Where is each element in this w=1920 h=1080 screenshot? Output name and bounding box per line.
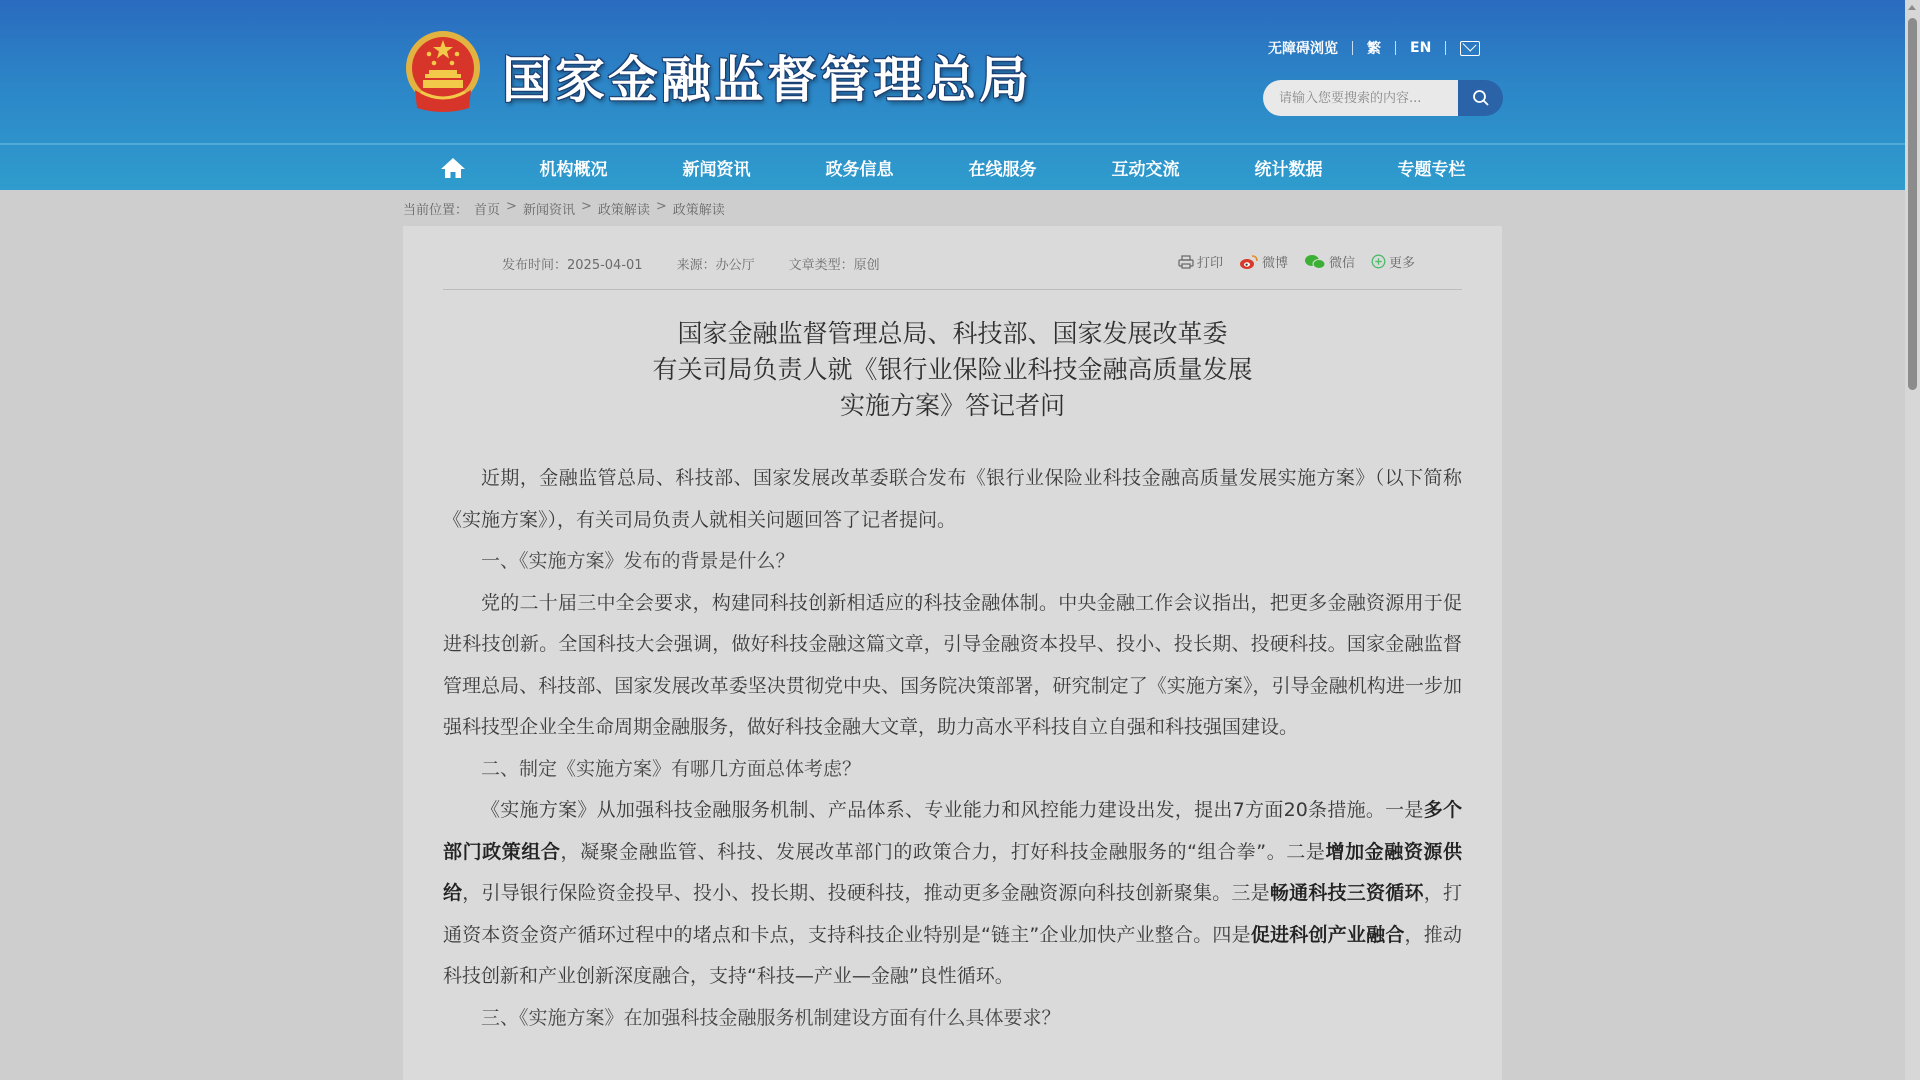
answer-1: 党的二十届三中全会要求，构建同科技创新相适应的科技金融体制。中央金融工作会议指出，把更多金融资源用于促进科技创新。全国科技大会强调，做好科技金融这篇文章，引导金融资本投早、投小、投长期、投硬科技。国家金融监督管理总局、科技部、国家发展改革委坚决贯彻党中央、国务院决策部署，研究制定了《实施方案》，引导金融机构进一步加强科技型企业全生命周期金融服务，做好科技金融大文章，助力高水平科技自立自强和科技强国建设。 (443, 591, 1462, 738)
home-icon (440, 157, 466, 179)
english-link[interactable]: EN (1410, 40, 1432, 56)
divider (1445, 41, 1446, 55)
breadcrumb-policy-interpretation[interactable]: 政策解读 (597, 203, 650, 218)
printer-icon (1178, 255, 1194, 269)
nav-item-online-services[interactable]: 在线服务 (968, 160, 1037, 180)
title-line: 有关司局负责人就《银行业保险业科技金融高质量发展 (652, 355, 1253, 384)
envelope-icon[interactable] (1460, 41, 1480, 56)
text-segment: ，引导银行保险资金投早、投小、投长期、投硬科技，推动更多金融资源向科技创新聚集。三是 (462, 882, 1270, 904)
nav-item-statistics[interactable]: 统计数据 (1254, 160, 1323, 180)
weibo-share-button[interactable] (1239, 252, 1288, 271)
bold-highlight: 促进科创产业融合 (1250, 923, 1405, 946)
search-input[interactable] (1263, 80, 1458, 116)
plus-circle-icon (1371, 254, 1386, 269)
title-line: 国家金融监督管理总局、科技部、国家发展改革委 (677, 319, 1228, 348)
main-nav (403, 145, 1503, 190)
meta-divider (443, 289, 1462, 290)
share-bar (1178, 252, 1415, 271)
weibo-label: 微博 (1262, 256, 1289, 271)
nav-item-special-topics[interactable]: 专题专栏 (1397, 160, 1466, 180)
nav-item-interaction[interactable]: 互动交流 (1111, 160, 1180, 180)
breadcrumb-current[interactable]: 政策解读 (672, 203, 725, 218)
question-1: 一、《实施方案》发布的背景是什么？ (481, 550, 795, 572)
breadcrumb-home[interactable]: 首页 (474, 203, 501, 218)
bold-highlight: 畅通科技三资循环 (1269, 882, 1424, 904)
article-title (403, 316, 1502, 424)
search-bar (1263, 80, 1503, 116)
traditional-chinese-link[interactable]: 繁 (1367, 41, 1381, 57)
text-segment: ，凝聚金融监管、科技、发展改革部门的政策合力，打好科技金融服务的“组合拳”。二是 (560, 840, 1326, 863)
wechat-label: 微信 (1329, 256, 1356, 271)
nav-item-news[interactable]: 新闻资讯 (682, 160, 751, 180)
bold-highlight: 增加金融资源供给 (443, 840, 1462, 904)
weibo-icon (1239, 254, 1259, 270)
article-type: 文章类型：原创 (788, 258, 880, 273)
breadcrumb-label: 当前位置： (403, 203, 469, 218)
text-segment: ，推动科技创新和产业创新深度融合，支持“科技—产业—金融”良性循环。 (443, 923, 1462, 987)
breadcrumb-separator: > (506, 199, 517, 214)
search-icon (1472, 89, 1490, 107)
scroll-up-arrow-icon[interactable] (1908, 5, 1916, 10)
article-body (443, 458, 1462, 1039)
vertical-scrollbar[interactable] (1905, 0, 1920, 1080)
wechat-icon (1304, 254, 1326, 270)
scrollbar-thumb[interactable] (1908, 18, 1917, 390)
answer-2 (443, 790, 1462, 998)
breadcrumb-news[interactable]: 新闻资讯 (522, 203, 575, 218)
article-card (403, 226, 1502, 1080)
breadcrumb-separator: > (655, 199, 667, 214)
more-label: 更多 (1389, 256, 1416, 271)
bold-highlight: 多个部门政策组合 (443, 799, 1462, 863)
print-label: 打印 (1197, 256, 1224, 271)
question-2: 二、制定《实施方案》有哪几方面总体考虑？ (481, 757, 862, 780)
divider (1352, 41, 1353, 55)
divider (1395, 41, 1396, 55)
accessibility-link[interactable]: 无障碍浏览 (1268, 41, 1338, 57)
site-title[interactable]: 国家金融监督管理总局 (502, 51, 1032, 109)
top-links (1268, 37, 1480, 59)
article-source: 来源：办公厅 (676, 258, 755, 273)
more-share-button[interactable] (1371, 252, 1415, 271)
breadcrumb-separator: > (580, 199, 592, 214)
site-header (0, 0, 1905, 190)
publish-time: 发布时间：2025-04-01 (502, 258, 643, 273)
print-button[interactable] (1178, 252, 1223, 271)
national-emblem-icon[interactable] (403, 28, 483, 116)
article-meta (502, 254, 880, 273)
nav-home[interactable] (403, 145, 502, 190)
paragraph-intro: 近期，金融监管总局、科技部、国家发展改革委联合发布《银行业保险业科技金融高质量发展实施方案》（以下简称《实施方案》），有关司局负责人就相关问题回答了记者提问。 (443, 467, 1462, 531)
nav-item-government-info[interactable]: 政务信息 (825, 160, 894, 180)
nav-item-about[interactable]: 机构概况 (539, 160, 608, 180)
breadcrumb (403, 199, 725, 218)
text-segment: 《实施方案》从加强科技金融服务机制、产品体系、专业能力和风控能力建设出发，提出7方面20条措施。一是 (481, 799, 1424, 821)
title-line: 实施方案》答记者问 (839, 391, 1065, 420)
text-segment: ，打通资本资金资产循环过程中的堵点和卡点，支持科技企业特别是“链主”企业加快产业整合。四是 (443, 882, 1462, 946)
search-button[interactable] (1458, 80, 1503, 116)
wechat-share-button[interactable] (1304, 252, 1355, 271)
question-3: 三、《实施方案》在加强科技金融服务机制建设方面有什么具体要求？ (481, 1006, 1061, 1029)
